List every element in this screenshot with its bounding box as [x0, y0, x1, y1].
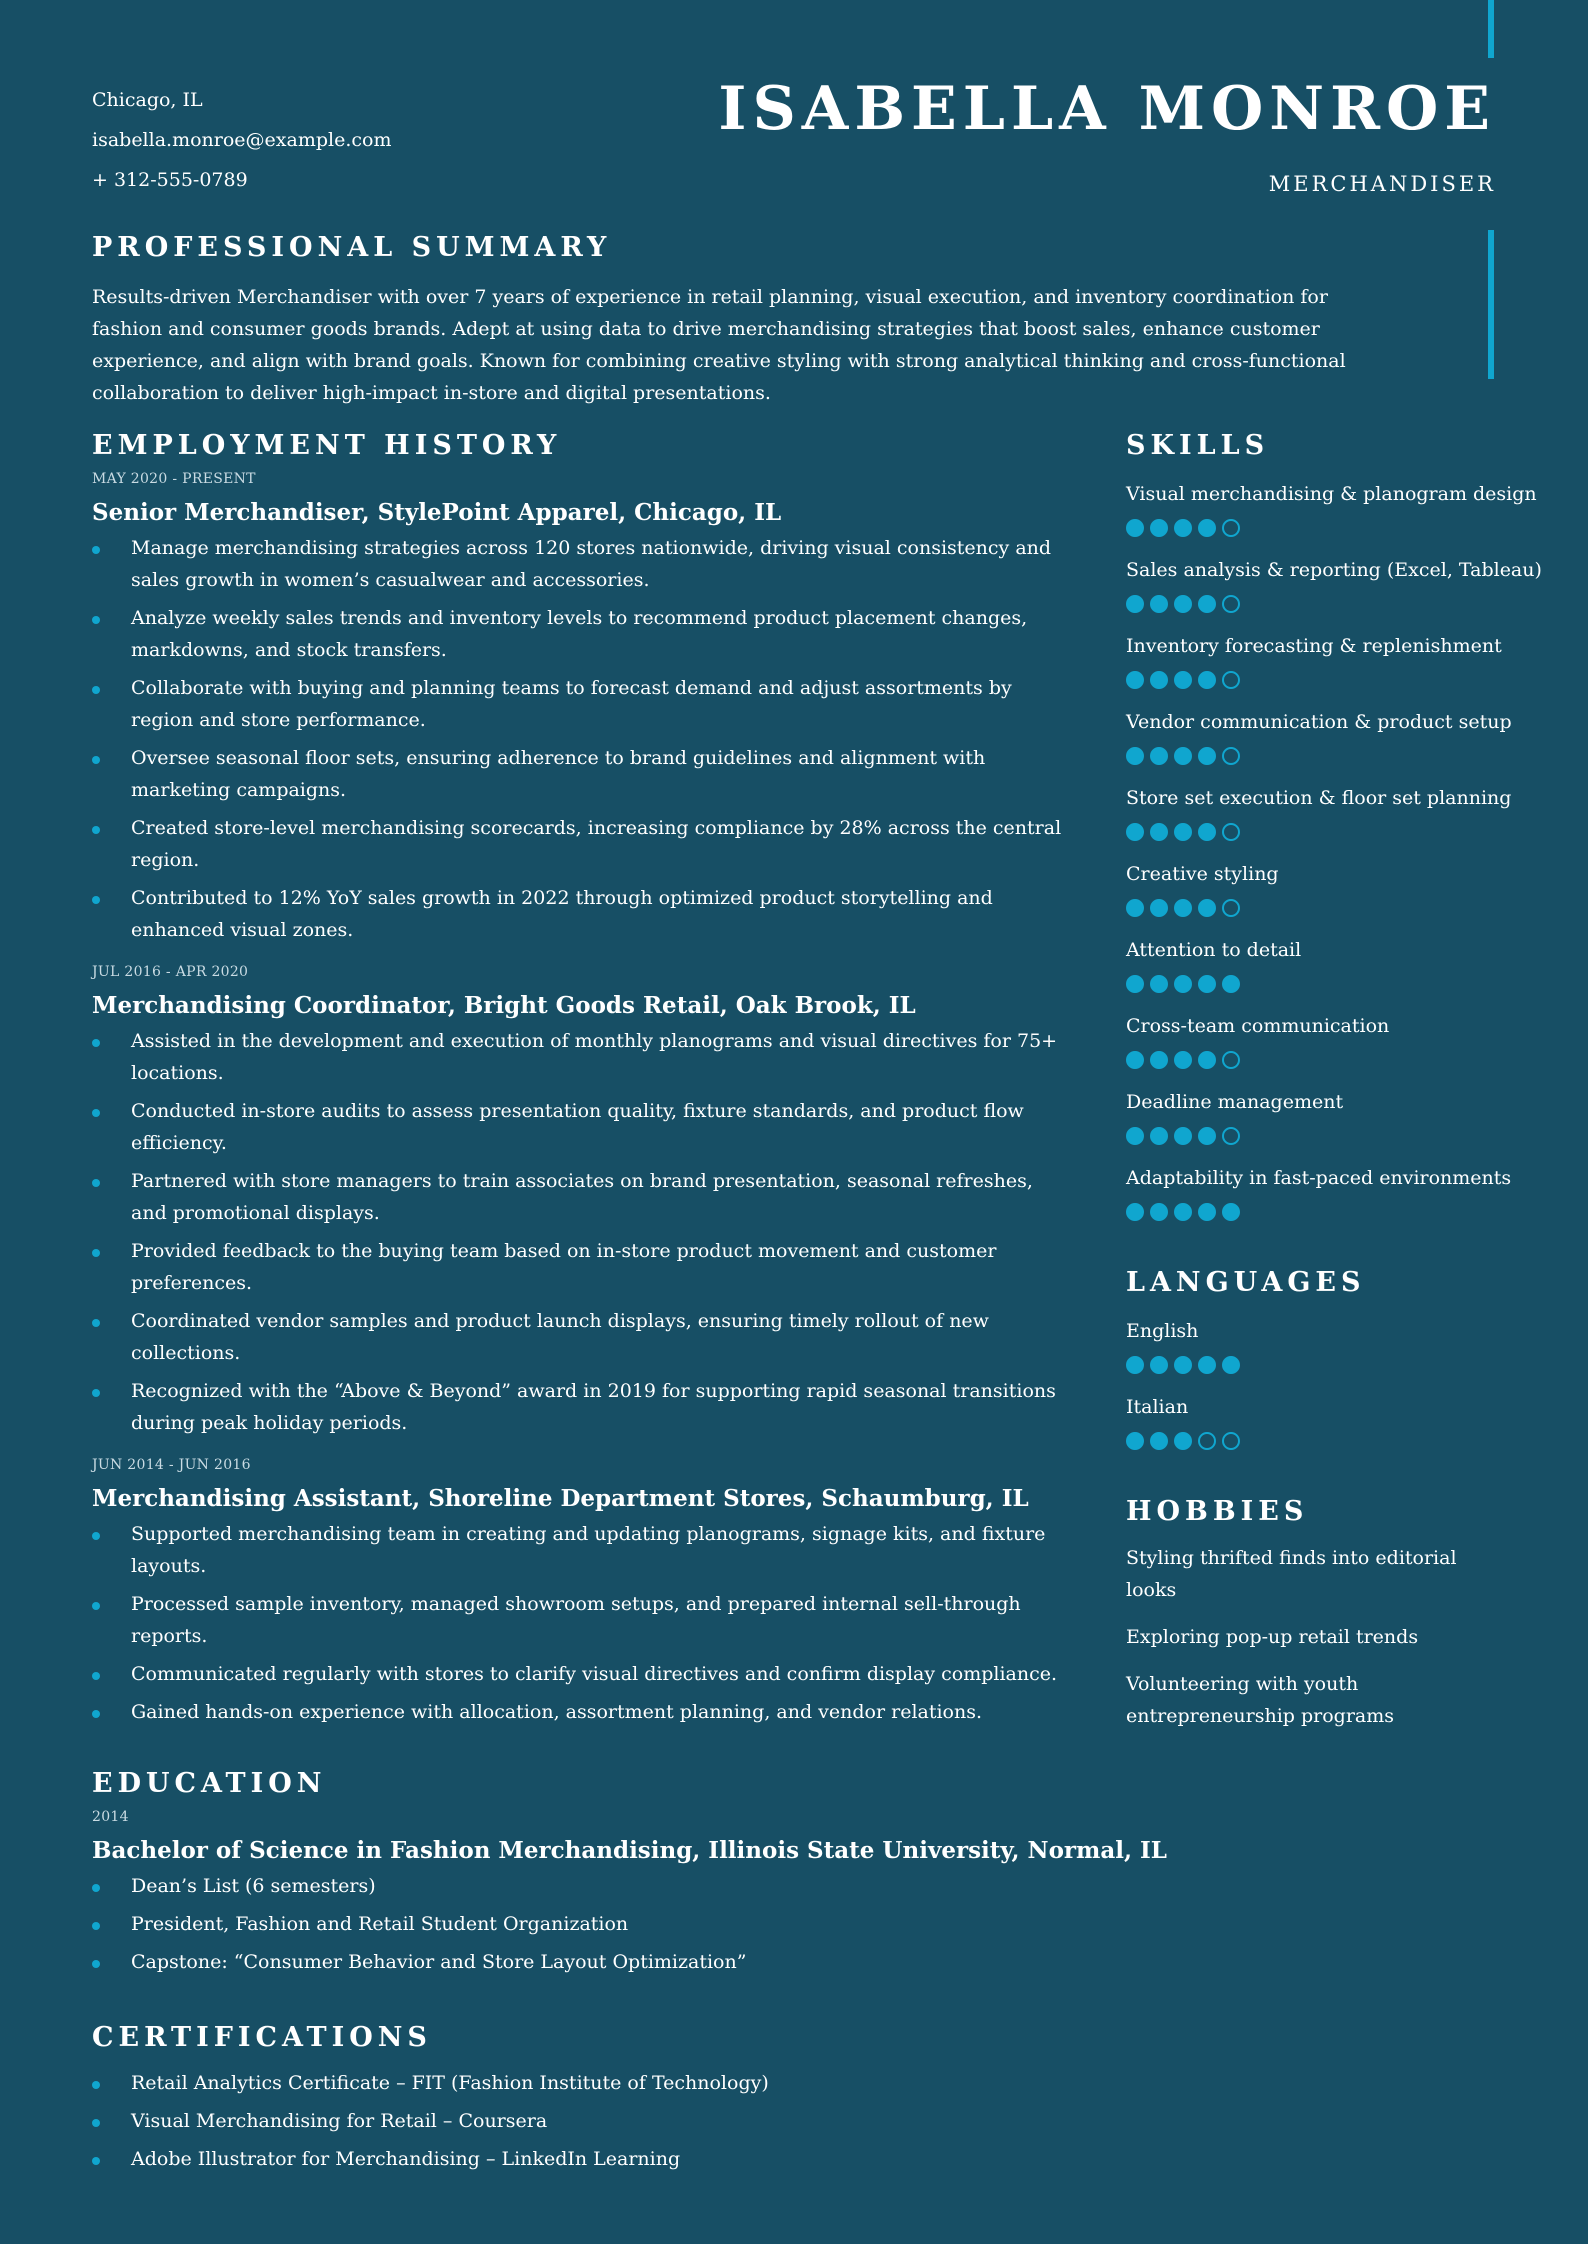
bullet-dot-icon	[92, 1672, 100, 1680]
filled-dot-icon	[1174, 975, 1192, 993]
education-bullets	[92, 1870, 1062, 1978]
employment-section	[92, 430, 1062, 1728]
job-date: JUL 2016 - APR 2020	[92, 964, 249, 980]
filled-dot-icon	[1150, 595, 1168, 613]
filled-dot-icon	[1198, 975, 1216, 993]
empty-dot-icon	[1222, 1051, 1240, 1069]
rating-dots	[1126, 747, 1506, 765]
bullet-dot-icon	[92, 896, 100, 904]
bullet-item	[92, 1908, 1062, 1940]
skill-name: Cross-team communication	[1126, 1015, 1390, 1037]
filled-dot-icon	[1222, 1356, 1240, 1374]
hobby-list	[1126, 1542, 1506, 1732]
job-bullets	[92, 532, 1062, 946]
bullet-dot-icon	[92, 2081, 100, 2089]
bullet-text: Coordinated vendor samples and product launch displays, ensuring timely rollout of new collections.	[131, 1310, 989, 1364]
filled-dot-icon	[1150, 975, 1168, 993]
rating-dots	[1126, 1356, 1506, 1374]
filled-dot-icon	[1150, 1356, 1168, 1374]
empty-dot-icon	[1222, 1432, 1240, 1450]
skill-name: Inventory forecasting & replenishment	[1126, 635, 1502, 657]
education-degree: Bachelor of Science in Fashion Merchandising, Illinois State University, Normal, IL	[92, 1837, 1167, 1864]
skill-item	[1126, 1013, 1506, 1069]
filled-dot-icon	[1150, 823, 1168, 841]
job-title: Senior Merchandiser, StylePoint Apparel, Chicago, IL	[92, 499, 782, 526]
language-item	[1126, 1394, 1506, 1450]
rating-dots	[1126, 671, 1506, 689]
rating-dots	[1126, 823, 1506, 841]
bullet-dot-icon	[92, 1960, 100, 1968]
certifications-section	[92, 2022, 1062, 2175]
languages-section	[1126, 1267, 1506, 1450]
filled-dot-icon	[1198, 519, 1216, 537]
bullet-text: Capstone: “Consumer Behavior and Store Layout Optimization”	[131, 1951, 747, 1973]
skill-name: Sales analysis & reporting (Excel, Tableau)	[1126, 559, 1542, 581]
filled-dot-icon	[1198, 1051, 1216, 1069]
language-list	[1126, 1318, 1506, 1450]
job-entry	[92, 471, 1062, 946]
filled-dot-icon	[1174, 671, 1192, 689]
empty-dot-icon	[1222, 519, 1240, 537]
language-name: Italian	[1126, 1396, 1189, 1418]
skill-name: Deadline management	[1126, 1091, 1344, 1113]
section-title-certifications: CERTIFICATIONS	[92, 2022, 432, 2053]
filled-dot-icon	[1198, 1356, 1216, 1374]
education-section	[92, 1768, 1167, 1978]
bullet-item	[92, 1518, 1062, 1582]
skill-list	[1126, 481, 1542, 1221]
bullet-dot-icon	[92, 546, 100, 554]
job-list	[92, 471, 1062, 1728]
skill-item	[1126, 937, 1506, 993]
job-bullets	[92, 1025, 1062, 1439]
rating-dots	[1126, 1127, 1506, 1145]
section-title-languages: LANGUAGES	[1126, 1267, 1366, 1298]
candidate-role: MERCHANDISER	[1268, 172, 1496, 196]
hobby-item: Volunteering with youth entrepreneurship programs	[1126, 1673, 1395, 1727]
certification-list	[92, 2067, 1062, 2175]
bullet-dot-icon	[92, 1922, 100, 1930]
professional-summary-section	[92, 232, 1392, 409]
job-entry	[92, 1457, 1062, 1728]
filled-dot-icon	[1150, 899, 1168, 917]
bullet-dot-icon	[92, 1109, 100, 1117]
filled-dot-icon	[1198, 1127, 1216, 1145]
job-title: Merchandising Assistant, Shoreline Department Stores, Schaumburg, IL	[92, 1485, 1029, 1512]
empty-dot-icon	[1222, 671, 1240, 689]
filled-dot-icon	[1150, 671, 1168, 689]
bullet-dot-icon	[92, 1039, 100, 1047]
contact-info	[92, 80, 391, 200]
accent-bar-top	[1488, 0, 1494, 58]
sidebar-column	[1126, 430, 1542, 1732]
hobbies-section	[1126, 1496, 1506, 1732]
job-entry	[92, 964, 1062, 1439]
section-title-summary: PROFESSIONAL SUMMARY	[92, 232, 612, 263]
candidate-name: ISABELLA MONROE	[718, 74, 1496, 144]
bullet-text: Manage merchandising strategies across 120 stores nationwide, driving visual consistency and sales growth in women’s casualwear and accessories.	[131, 537, 1052, 591]
filled-dot-icon	[1174, 1051, 1192, 1069]
job-date: MAY 2020 - PRESENT	[92, 471, 256, 487]
skill-item	[1126, 1165, 1512, 1221]
filled-dot-icon	[1126, 1432, 1144, 1450]
empty-dot-icon	[1222, 823, 1240, 841]
filled-dot-icon	[1126, 899, 1144, 917]
filled-dot-icon	[1150, 1203, 1168, 1221]
filled-dot-icon	[1126, 671, 1144, 689]
bullet-dot-icon	[92, 1249, 100, 1257]
skill-item	[1126, 861, 1506, 917]
filled-dot-icon	[1174, 747, 1192, 765]
bullet-dot-icon	[92, 1710, 100, 1718]
bullet-text: Conducted in-store audits to assess presentation quality, fixture standards, and product flow efficiency.	[131, 1100, 1024, 1154]
bullet-dot-icon	[92, 1319, 100, 1327]
bullet-item	[92, 672, 1062, 736]
section-title-employment: EMPLOYMENT HISTORY	[92, 430, 562, 461]
skill-item	[1126, 709, 1512, 765]
bullet-item	[92, 1658, 1062, 1690]
bullet-text: Visual Merchandising for Retail – Coursera	[131, 2110, 548, 2132]
bullet-item	[92, 1588, 1062, 1652]
skill-item	[1126, 633, 1506, 689]
filled-dot-icon	[1174, 1203, 1192, 1221]
bullet-text: Oversee seasonal floor sets, ensuring adherence to brand guidelines and alignment with marketing campaigns.	[131, 747, 986, 801]
bullet-dot-icon	[92, 2119, 100, 2127]
filled-dot-icon	[1150, 747, 1168, 765]
contact-location: Chicago, IL	[92, 89, 203, 111]
bullet-dot-icon	[92, 2157, 100, 2165]
filled-dot-icon	[1126, 1051, 1144, 1069]
bullet-item	[92, 1025, 1062, 1089]
summary-text: Results-driven Merchandiser with over 7 years of experience in retail planning, visual execution, and inventory coordination for fashion and consumer goods brands. Adept at using data to drive merchandising strategies that boost sales, enhance customer experience, and align with brand goals. Known for combining creative styling with strong analytical thinking and cross-functional collaboration to deliver high-impact in-store and digital presentations.	[92, 286, 1346, 404]
education-date: 2014	[92, 1809, 129, 1825]
job-date: JUN 2014 - JUN 2016	[92, 1457, 251, 1473]
filled-dot-icon	[1198, 671, 1216, 689]
bullet-text: Contributed to 12% YoY sales growth in 2022 through optimized product storytelling and enhanced visual zones.	[131, 887, 993, 941]
filled-dot-icon	[1126, 747, 1144, 765]
rating-dots	[1126, 1203, 1506, 1221]
bullet-dot-icon	[92, 686, 100, 694]
accent-bar-summary	[1488, 230, 1494, 379]
bullet-item	[92, 1165, 1062, 1229]
bullet-text: Dean’s List (6 semesters)	[131, 1875, 376, 1897]
section-title-education: EDUCATION	[92, 1768, 327, 1799]
empty-dot-icon	[1222, 1127, 1240, 1145]
bullet-item	[92, 2143, 1062, 2175]
section-title-skills: SKILLS	[1126, 430, 1270, 461]
filled-dot-icon	[1126, 1127, 1144, 1145]
bullet-item	[92, 2105, 1062, 2137]
bullet-text: Collaborate with buying and planning teams to forecast demand and adjust assortments by region and store performance.	[131, 677, 1012, 731]
section-title-hobbies: HOBBIES	[1126, 1496, 1309, 1527]
bullet-text: Recognized with the “Above & Beyond” award in 2019 for supporting rapid seasonal transitions during peak holiday periods.	[131, 1380, 1056, 1434]
filled-dot-icon	[1174, 519, 1192, 537]
bullet-item	[92, 1095, 1062, 1159]
empty-dot-icon	[1198, 1432, 1216, 1450]
bullet-item	[92, 1696, 1062, 1728]
contact-email[interactable]: isabella.monroe@example.com	[92, 129, 392, 151]
filled-dot-icon	[1150, 1432, 1168, 1450]
rating-dots	[1126, 595, 1506, 613]
bullet-text: President, Fashion and Retail Student Organization	[131, 1913, 629, 1935]
hobby-item: Exploring pop-up retail trends	[1126, 1626, 1419, 1648]
skill-item	[1126, 557, 1542, 613]
bullet-text: Adobe Illustrator for Merchandising – LinkedIn Learning	[131, 2148, 681, 2170]
rating-dots	[1126, 519, 1506, 537]
filled-dot-icon	[1126, 1356, 1144, 1374]
rating-dots	[1126, 1432, 1506, 1450]
skill-item	[1126, 1089, 1506, 1145]
job-bullets	[92, 1518, 1062, 1728]
empty-dot-icon	[1222, 595, 1240, 613]
bullet-text: Analyze weekly sales trends and inventory levels to recommend product placement changes, markdowns, and stock transfers.	[131, 607, 1028, 661]
bullet-dot-icon	[92, 1179, 100, 1187]
hobby-item: Styling thrifted finds into editorial looks	[1126, 1547, 1457, 1601]
filled-dot-icon	[1150, 1127, 1168, 1145]
bullet-item	[92, 742, 1062, 806]
bullet-text: Processed sample inventory, managed showroom setups, and prepared internal sell-through reports.	[131, 1593, 1021, 1647]
filled-dot-icon	[1198, 823, 1216, 841]
bullet-item	[92, 2067, 1062, 2099]
rating-dots	[1126, 975, 1506, 993]
bullet-text: Created store-level merchandising scorecards, increasing compliance by 28% across the central region.	[131, 817, 1062, 871]
contact-phone[interactable]: + 312-555-0789	[92, 169, 248, 191]
bullet-dot-icon	[92, 616, 100, 624]
bullet-item	[92, 602, 1062, 666]
filled-dot-icon	[1198, 595, 1216, 613]
skill-name: Attention to detail	[1126, 939, 1302, 961]
filled-dot-icon	[1126, 823, 1144, 841]
filled-dot-icon	[1126, 1203, 1144, 1221]
rating-dots	[1126, 899, 1506, 917]
bullet-text: Assisted in the development and execution of monthly planograms and visual directives for 75+ locations.	[131, 1030, 1058, 1084]
bullet-item	[92, 532, 1062, 596]
skill-name: Store set execution & floor set planning	[1126, 787, 1512, 809]
skill-name: Vendor communication & product setup	[1126, 711, 1512, 733]
filled-dot-icon	[1174, 1432, 1192, 1450]
rating-dots	[1126, 1051, 1506, 1069]
filled-dot-icon	[1150, 519, 1168, 537]
filled-dot-icon	[1222, 1203, 1240, 1221]
filled-dot-icon	[1174, 899, 1192, 917]
filled-dot-icon	[1126, 595, 1144, 613]
skill-name: Visual merchandising & planogram design	[1126, 483, 1537, 505]
filled-dot-icon	[1174, 595, 1192, 613]
bullet-dot-icon	[92, 1389, 100, 1397]
bullet-text: Supported merchandising team in creating and updating planograms, signage kits, and fixture layouts.	[131, 1523, 1046, 1577]
empty-dot-icon	[1222, 899, 1240, 917]
filled-dot-icon	[1150, 1051, 1168, 1069]
bullet-item	[92, 812, 1062, 876]
filled-dot-icon	[1174, 823, 1192, 841]
language-name: English	[1126, 1320, 1199, 1342]
filled-dot-icon	[1198, 747, 1216, 765]
bullet-text: Communicated regularly with stores to clarify visual directives and confirm display compliance.	[131, 1663, 1058, 1685]
skill-item	[1126, 785, 1512, 841]
bullet-text: Provided feedback to the buying team based on in-store product movement and customer preferences.	[131, 1240, 997, 1294]
bullet-text: Retail Analytics Certificate – FIT (Fashion Institute of Technology)	[131, 2072, 769, 2094]
filled-dot-icon	[1126, 975, 1144, 993]
skills-section	[1126, 430, 1542, 1221]
bullet-text: Partnered with store managers to train associates on brand presentation, seasonal refreshes, and promotional displays.	[131, 1170, 1033, 1224]
filled-dot-icon	[1174, 1356, 1192, 1374]
bullet-dot-icon	[92, 1602, 100, 1610]
bullet-item	[92, 1375, 1062, 1439]
bullet-item	[92, 882, 1062, 946]
skill-item	[1126, 481, 1537, 537]
filled-dot-icon	[1174, 1127, 1192, 1145]
bullet-dot-icon	[92, 756, 100, 764]
skill-name: Creative styling	[1126, 863, 1279, 885]
bullet-dot-icon	[92, 1884, 100, 1892]
bullet-item	[92, 1235, 1062, 1299]
filled-dot-icon	[1126, 519, 1144, 537]
filled-dot-icon	[1222, 975, 1240, 993]
bullet-dot-icon	[92, 826, 100, 834]
filled-dot-icon	[1198, 1203, 1216, 1221]
skill-name: Adaptability in fast-paced environments	[1126, 1167, 1512, 1189]
bullet-item	[92, 1946, 1062, 1978]
bullet-item	[92, 1305, 1062, 1369]
bullet-dot-icon	[92, 1532, 100, 1540]
filled-dot-icon	[1198, 899, 1216, 917]
job-title: Merchandising Coordinator, Bright Goods Retail, Oak Brook, IL	[92, 992, 916, 1019]
empty-dot-icon	[1222, 747, 1240, 765]
bullet-text: Gained hands-on experience with allocation, assortment planning, and vendor relations.	[131, 1701, 983, 1723]
language-item	[1126, 1318, 1506, 1374]
bullet-item	[92, 1870, 1062, 1902]
